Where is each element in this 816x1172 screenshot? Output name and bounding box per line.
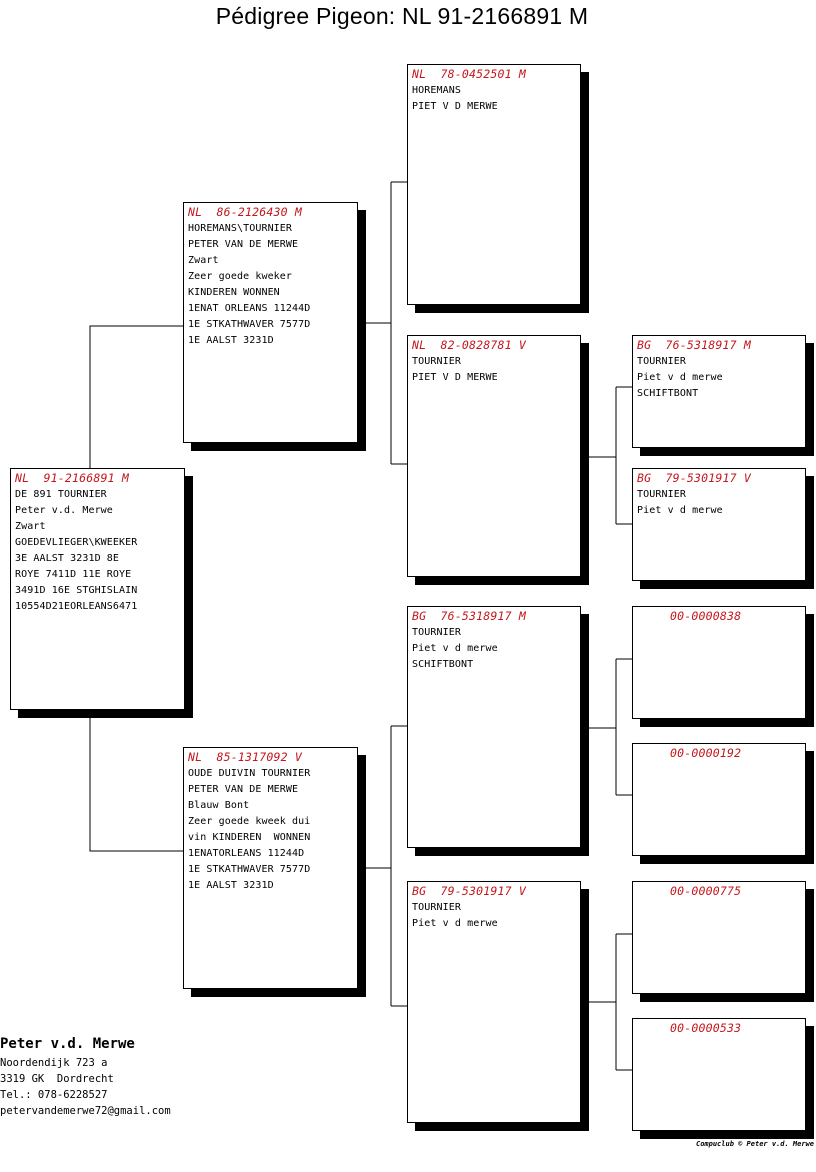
pigeon-notes xyxy=(184,764,357,894)
ring-number: BG 79-5301917 V xyxy=(412,884,526,898)
pigeon-note-line: ROYE 7411D 11E ROYE xyxy=(15,569,132,580)
pigeon-note-line: 1E STKATHWAVER 7577D xyxy=(188,864,311,875)
pigeon-note-line: 3E AALST 3231D 8E xyxy=(15,553,120,564)
pigeon-note-line: GOEDEVLIEGER\KWEEKER xyxy=(15,537,138,548)
owner-name: Peter v.d. Merwe xyxy=(0,1036,135,1052)
pigeon-notes xyxy=(633,352,805,402)
pigeon-notes xyxy=(408,81,580,115)
pigeon-card-mother-mother[interactable] xyxy=(407,881,581,1123)
ring-number: NL 82-0828781 V xyxy=(412,338,526,352)
pigeon-notes xyxy=(633,485,805,519)
pigeon-note-line: HOREMANS xyxy=(412,85,461,96)
owner-info xyxy=(0,1033,171,1119)
pigeon-note-line: SCHIFTBONT xyxy=(637,388,699,399)
pigeon-card-mother[interactable] xyxy=(183,747,358,989)
pigeon-note-line: 1E STKATHWAVER 7577D xyxy=(188,319,311,330)
pigeon-card-subject[interactable] xyxy=(10,468,185,710)
pigeon-note-line: PETER VAN DE MERWE xyxy=(188,784,299,795)
pigeon-note-line: OUDE DUIVIN TOURNIER xyxy=(188,768,311,779)
pigeon-card-father[interactable] xyxy=(183,202,358,443)
pigeon-note-line: TOURNIER xyxy=(412,902,461,913)
ring-number: NL 91-2166891 M xyxy=(15,471,129,485)
pigeon-notes xyxy=(408,898,580,932)
pigeon-card-mm-father[interactable] xyxy=(632,881,806,994)
ring-number: 00-0000192 xyxy=(670,746,742,760)
pigeon-note-line: TOURNIER xyxy=(412,627,461,638)
pigeon-notes xyxy=(408,352,580,386)
pigeon-note-line: Piet v d merwe xyxy=(412,643,498,654)
pigeon-note-line: 1ENATORLEANS 11244D xyxy=(188,848,305,859)
ring-number: 00-0000775 xyxy=(670,884,742,898)
pigeon-note-line: PETER VAN DE MERWE xyxy=(188,239,299,250)
pigeon-note-line: TOURNIER xyxy=(637,489,686,500)
pigeon-note-line: Zwart xyxy=(188,255,219,266)
pigeon-card-mm-mother[interactable] xyxy=(632,1018,806,1131)
pigeon-note-line: PIET V D MERWE xyxy=(412,101,498,112)
pigeon-note-line: vin KINDEREN WONNEN xyxy=(188,832,311,843)
pigeon-note-line: Piet v d merwe xyxy=(637,372,723,383)
pigeon-note-line: Zwart xyxy=(15,521,46,532)
pigeon-notes xyxy=(11,485,184,615)
pigeon-note-line: Piet v d merwe xyxy=(412,918,498,929)
owner-phone: Tel.: 078-6228527 xyxy=(0,1089,108,1101)
pigeon-notes xyxy=(408,623,580,673)
pigeon-note-line: 10554D21EORLEANS6471 xyxy=(15,601,138,612)
pigeon-note-line: Piet v d merwe xyxy=(637,505,723,516)
pigeon-notes xyxy=(184,219,357,349)
pigeon-note-line: Zeer goede kweker xyxy=(188,271,293,282)
ring-number: BG 76-5318917 M xyxy=(412,609,526,623)
pigeon-note-line: Zeer goede kweek dui xyxy=(188,816,311,827)
pigeon-card-fm-father[interactable] xyxy=(632,335,806,448)
ring-number: BG 79-5301917 V xyxy=(637,471,751,485)
pigeon-card-mother-father[interactable] xyxy=(407,606,581,848)
ring-number: 00-0000533 xyxy=(670,1021,742,1035)
ring-number: 00-0000838 xyxy=(670,609,742,623)
pigeon-note-line: Blauw Bont xyxy=(188,800,250,811)
footer-credit: Compuclub © Peter v.d. Merwe xyxy=(695,1140,814,1148)
pigeon-note-line: KINDEREN WONNEN xyxy=(188,287,280,298)
ring-number: NL 86-2126430 M xyxy=(188,205,302,219)
pigeon-note-line: TOURNIER xyxy=(637,356,686,367)
pigeon-note-line: 1ENAT ORLEANS 11244D xyxy=(188,303,311,314)
pigeon-note-line: 1E AALST 3231D xyxy=(188,335,274,346)
pigeon-note-line: PIET V D MERWE xyxy=(412,372,498,383)
pigeon-note-line: 1E AALST 3231D xyxy=(188,880,274,891)
pigeon-note-line: Peter v.d. Merwe xyxy=(15,505,113,516)
pigeon-card-mf-father[interactable] xyxy=(632,606,806,719)
ring-number: NL 78-0452501 M xyxy=(412,67,526,81)
pigeon-note-line: 3491D 16E STGHISLAIN xyxy=(15,585,138,596)
owner-address-1: Noordendijk 723 a xyxy=(0,1057,108,1069)
pigeon-card-fm-mother[interactable] xyxy=(632,468,806,581)
page-title: Pédigree Pigeon: NL 91-2166891 M xyxy=(215,3,589,29)
pigeon-note-line: DE 891 TOURNIER xyxy=(15,489,107,500)
pigeon-note-line: SCHIFTBONT xyxy=(412,659,474,670)
pigeon-card-father-mother[interactable] xyxy=(407,335,581,577)
owner-email[interactable]: petervandemerwe72@gmail.com xyxy=(0,1105,171,1117)
ring-number: NL 85-1317092 V xyxy=(188,750,302,764)
pigeon-note-line: TOURNIER xyxy=(412,356,461,367)
ring-number: BG 76-5318917 M xyxy=(637,338,751,352)
pigeon-note-line: HOREMANS\TOURNIER xyxy=(188,223,293,234)
pigeon-card-father-father[interactable] xyxy=(407,64,581,305)
pigeon-card-mf-mother[interactable] xyxy=(632,743,806,856)
owner-address-2: 3319 GK Dordrecht xyxy=(0,1073,114,1085)
